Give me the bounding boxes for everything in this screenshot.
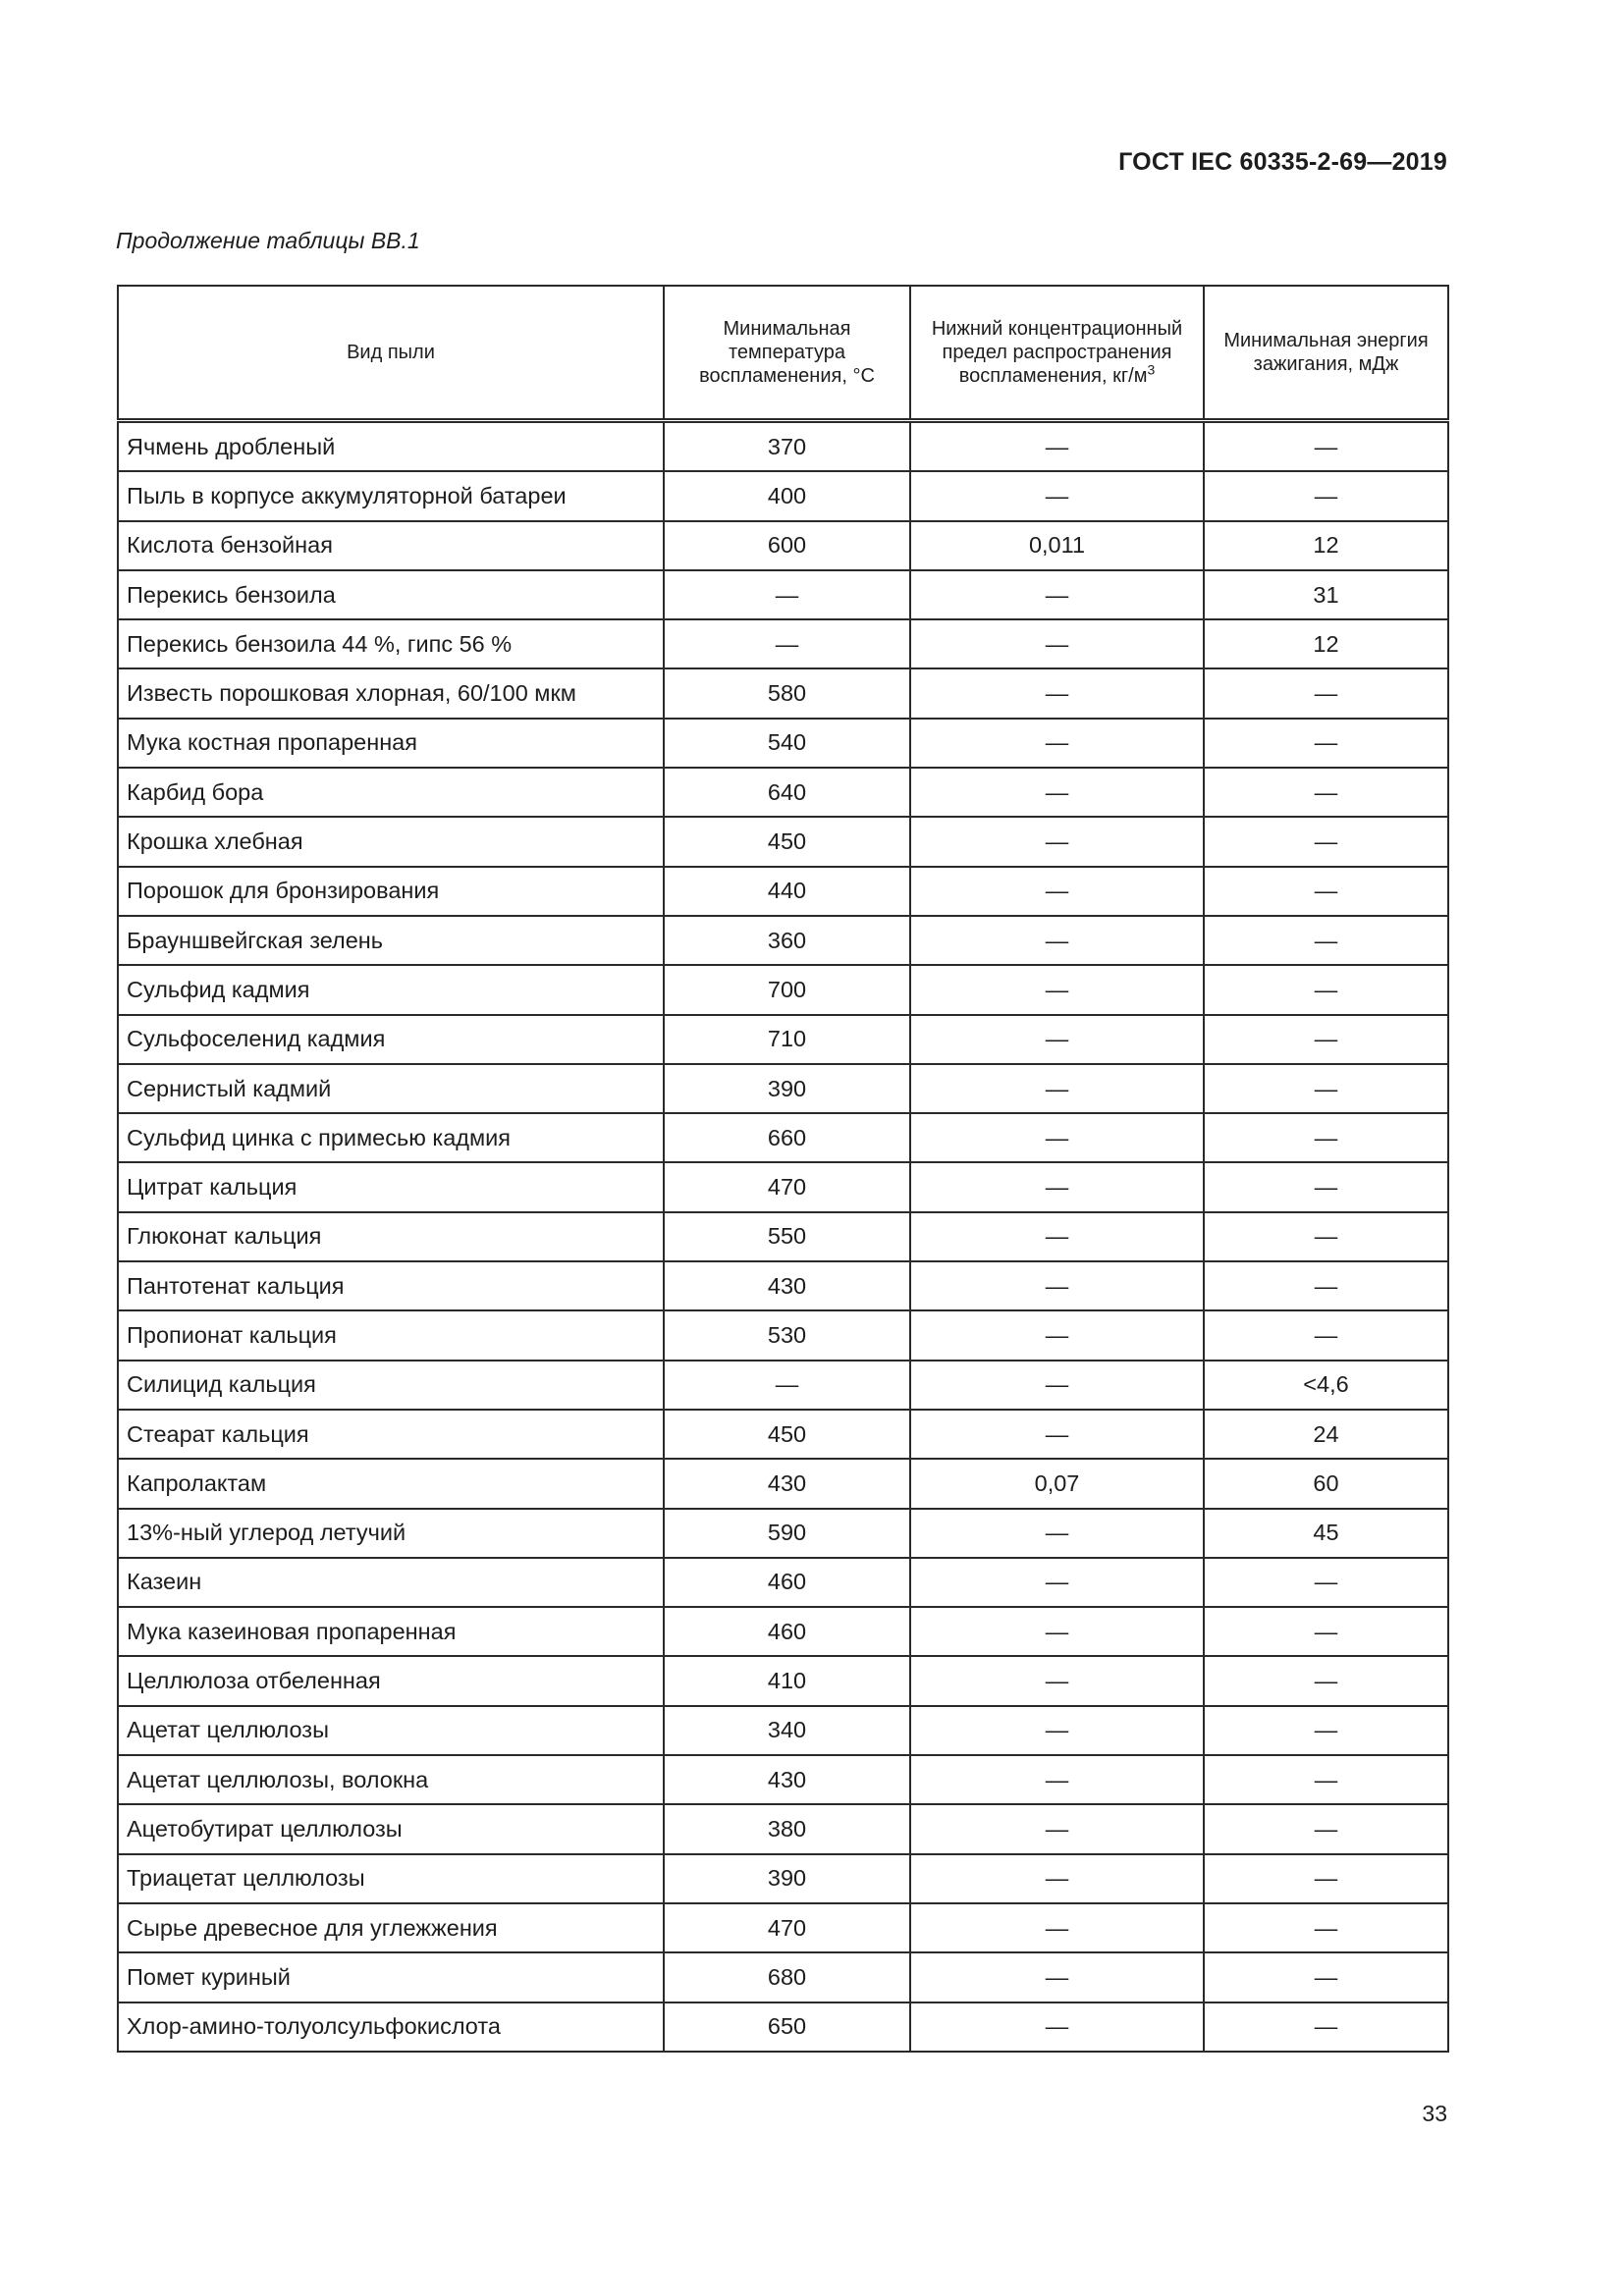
ignition-temperature-cell: 400	[664, 471, 910, 520]
ignition-energy-cell: —	[1204, 1310, 1448, 1360]
explosive-limit-cell: —	[910, 1212, 1204, 1261]
explosive-limit-cell: —	[910, 916, 1204, 965]
table-row	[118, 421, 1448, 472]
ignition-temperature-cell: —	[664, 570, 910, 619]
table-row	[118, 1607, 1448, 1656]
dust-type-cell: Силицид кальция	[118, 1361, 664, 1410]
explosive-limit-cell: —	[910, 719, 1204, 768]
explosive-limit-cell: —	[910, 1903, 1204, 1952]
ignition-temperature-cell: 530	[664, 1310, 910, 1360]
explosive-limit-cell: —	[910, 1509, 1204, 1558]
explosive-limit-cell: —	[910, 1656, 1204, 1705]
dust-type-cell: Капролактам	[118, 1459, 664, 1508]
dust-ignition-table	[117, 285, 1449, 2053]
dust-type-cell: Кислота бензойная	[118, 521, 664, 570]
ignition-temperature-cell: 660	[664, 1113, 910, 1162]
ignition-energy-cell: —	[1204, 1854, 1448, 1903]
ignition-energy-cell: —	[1204, 421, 1448, 472]
column-header-min-ignition-temperature: Минимальная температура воспламенения, °С	[664, 286, 910, 421]
ignition-energy-cell: —	[1204, 1558, 1448, 1607]
ignition-temperature-cell: 600	[664, 521, 910, 570]
table-body	[118, 421, 1448, 2052]
ignition-energy-cell: —	[1204, 471, 1448, 520]
ignition-energy-cell: —	[1204, 1952, 1448, 2002]
dust-type-cell: Сырье древесное для углежжения	[118, 1903, 664, 1952]
ignition-temperature-cell: 700	[664, 965, 910, 1014]
column-header-dust-type: Вид пыли	[118, 286, 664, 421]
table-row	[118, 1509, 1448, 1558]
explosive-limit-cell: —	[910, 1952, 1204, 2002]
document-header: ГОСТ IEC 60335-2-69—2019	[1118, 148, 1447, 176]
ignition-temperature-cell: 440	[664, 867, 910, 916]
ignition-temperature-cell: 410	[664, 1656, 910, 1705]
explosive-limit-cell: —	[910, 570, 1204, 619]
ignition-energy-cell: —	[1204, 1804, 1448, 1853]
ignition-energy-cell: —	[1204, 1261, 1448, 1310]
explosive-limit-cell: —	[910, 1410, 1204, 1459]
explosive-limit-cell: —	[910, 1361, 1204, 1410]
ignition-energy-cell: 12	[1204, 521, 1448, 570]
ignition-energy-cell: —	[1204, 668, 1448, 718]
explosive-limit-cell: —	[910, 471, 1204, 520]
ignition-temperature-cell: 380	[664, 1804, 910, 1853]
table-row	[118, 1361, 1448, 1410]
table-header-row	[118, 286, 1448, 421]
table-row	[118, 965, 1448, 1014]
table-row	[118, 1459, 1448, 1508]
ignition-energy-cell: —	[1204, 867, 1448, 916]
explosive-limit-cell: —	[910, 1261, 1204, 1310]
ignition-energy-cell: <4,6	[1204, 1361, 1448, 1410]
explosive-limit-cell: —	[910, 1755, 1204, 1804]
explosive-limit-cell: —	[910, 1706, 1204, 1755]
explosive-limit-cell: —	[910, 1854, 1204, 1903]
ignition-temperature-cell: 580	[664, 668, 910, 718]
ignition-temperature-cell: 460	[664, 1558, 910, 1607]
dust-type-cell: Ацетат целлюлозы	[118, 1706, 664, 1755]
ignition-temperature-cell: —	[664, 619, 910, 668]
dust-type-cell: Мука казеиновая пропаренная	[118, 1607, 664, 1656]
explosive-limit-cell: —	[910, 668, 1204, 718]
explosive-limit-cell: 0,07	[910, 1459, 1204, 1508]
ignition-energy-cell: 24	[1204, 1410, 1448, 1459]
table-row	[118, 1706, 1448, 1755]
dust-type-cell: Крошка хлебная	[118, 817, 664, 866]
dust-type-cell: Карбид бора	[118, 768, 664, 817]
dust-type-cell: Сульфоселенид кадмия	[118, 1015, 664, 1064]
ignition-temperature-cell: 360	[664, 916, 910, 965]
table-row	[118, 1113, 1448, 1162]
explosive-limit-cell: —	[910, 421, 1204, 472]
ignition-energy-cell: —	[1204, 719, 1448, 768]
table-row	[118, 1162, 1448, 1211]
table-row	[118, 1952, 1448, 2002]
table-row	[118, 1212, 1448, 1261]
column-header-min-ignition-energy: Минимальная энергия зажигания, мДж	[1204, 286, 1448, 421]
table-row	[118, 1903, 1448, 1952]
ignition-temperature-cell: 390	[664, 1064, 910, 1113]
table-row	[118, 668, 1448, 718]
dust-type-cell: Ацетобутират целлюлозы	[118, 1804, 664, 1853]
table-row	[118, 471, 1448, 520]
dust-type-cell: Целлюлоза отбеленная	[118, 1656, 664, 1705]
ignition-temperature-cell: 450	[664, 1410, 910, 1459]
explosive-limit-cell: —	[910, 619, 1204, 668]
dust-type-cell: Порошок для бронзирования	[118, 867, 664, 916]
ignition-temperature-cell: 470	[664, 1162, 910, 1211]
ignition-temperature-cell: —	[664, 1361, 910, 1410]
explosive-limit-cell: —	[910, 1310, 1204, 1360]
dust-type-cell: Цитрат кальция	[118, 1162, 664, 1211]
explosive-limit-cell: —	[910, 1607, 1204, 1656]
ignition-temperature-cell: 470	[664, 1903, 910, 1952]
ignition-temperature-cell: 370	[664, 421, 910, 472]
ignition-energy-cell: —	[1204, 1212, 1448, 1261]
dust-type-cell: Мука костная пропаренная	[118, 719, 664, 768]
dust-type-cell: Помет куриный	[118, 1952, 664, 2002]
table-row	[118, 719, 1448, 768]
explosive-limit-cell: 0,011	[910, 521, 1204, 570]
table-row	[118, 1558, 1448, 1607]
ignition-temperature-cell: 390	[664, 1854, 910, 1903]
table-row	[118, 817, 1448, 866]
ignition-energy-cell: —	[1204, 1113, 1448, 1162]
ignition-energy-cell: —	[1204, 2002, 1448, 2052]
explosive-limit-cell: —	[910, 817, 1204, 866]
ignition-energy-cell: 45	[1204, 1509, 1448, 1558]
table-row	[118, 1015, 1448, 1064]
ignition-temperature-cell: 430	[664, 1755, 910, 1804]
dust-type-cell: Глюконат кальция	[118, 1212, 664, 1261]
dust-type-cell: Сульфид кадмия	[118, 965, 664, 1014]
explosive-limit-cell: —	[910, 867, 1204, 916]
ignition-energy-cell: —	[1204, 965, 1448, 1014]
ignition-temperature-cell: 640	[664, 768, 910, 817]
table-row	[118, 1064, 1448, 1113]
table-row	[118, 1310, 1448, 1360]
unit-superscript: 3	[1147, 361, 1156, 378]
ignition-energy-cell: —	[1204, 1706, 1448, 1755]
ignition-temperature-cell: 450	[664, 817, 910, 866]
dust-type-cell: Брауншвейгская зелень	[118, 916, 664, 965]
dust-type-cell: Казеин	[118, 1558, 664, 1607]
column-header-lower-explosive-limit	[910, 286, 1204, 421]
ignition-temperature-cell: 590	[664, 1509, 910, 1558]
ignition-energy-cell: 31	[1204, 570, 1448, 619]
dust-type-cell: Стеарат кальция	[118, 1410, 664, 1459]
table-row	[118, 521, 1448, 570]
dust-type-cell: Пыль в корпусе аккумуляторной батареи	[118, 471, 664, 520]
ignition-energy-cell: —	[1204, 1015, 1448, 1064]
ignition-temperature-cell: 540	[664, 719, 910, 768]
ignition-energy-cell: —	[1204, 1755, 1448, 1804]
ignition-energy-cell: 60	[1204, 1459, 1448, 1508]
dust-type-cell: Триацетат целлюлозы	[118, 1854, 664, 1903]
ignition-energy-cell: —	[1204, 768, 1448, 817]
ignition-energy-cell: —	[1204, 916, 1448, 965]
ignition-energy-cell: 12	[1204, 619, 1448, 668]
ignition-energy-cell: —	[1204, 817, 1448, 866]
explosive-limit-cell: —	[910, 1064, 1204, 1113]
dust-type-cell: Пропионат кальция	[118, 1310, 664, 1360]
column-header-lower-explosive-limit-text: Нижний концентрационный предел распространения воспламенения, кг/м	[931, 318, 1183, 387]
explosive-limit-cell: —	[910, 2002, 1204, 2052]
ignition-energy-cell: —	[1204, 1656, 1448, 1705]
explosive-limit-cell: —	[910, 1015, 1204, 1064]
ignition-temperature-cell: 430	[664, 1261, 910, 1310]
table-caption: Продолжение таблицы ВВ.1	[116, 228, 420, 253]
dust-type-cell: Перекись бензоила	[118, 570, 664, 619]
ignition-energy-cell: —	[1204, 1607, 1448, 1656]
table-row	[118, 1261, 1448, 1310]
ignition-energy-cell: —	[1204, 1903, 1448, 1952]
dust-type-cell: Пантотенат кальция	[118, 1261, 664, 1310]
ignition-temperature-cell: 430	[664, 1459, 910, 1508]
ignition-energy-cell: —	[1204, 1064, 1448, 1113]
ignition-energy-cell: —	[1204, 1162, 1448, 1211]
table-row	[118, 1656, 1448, 1705]
ignition-temperature-cell: 710	[664, 1015, 910, 1064]
ignition-temperature-cell: 460	[664, 1607, 910, 1656]
explosive-limit-cell: —	[910, 1113, 1204, 1162]
table-row	[118, 867, 1448, 916]
explosive-limit-cell: —	[910, 1558, 1204, 1607]
table-row	[118, 1410, 1448, 1459]
dust-type-cell: Ячмень дробленый	[118, 421, 664, 472]
dust-type-cell: Сульфид цинка с примесью кадмия	[118, 1113, 664, 1162]
dust-type-cell: Хлор-амино-толуолсульфокислота	[118, 2002, 664, 2052]
table-row	[118, 619, 1448, 668]
ignition-temperature-cell: 680	[664, 1952, 910, 2002]
table-row	[118, 1804, 1448, 1853]
explosive-limit-cell: —	[910, 1804, 1204, 1853]
table-row	[118, 570, 1448, 619]
table-row	[118, 768, 1448, 817]
dust-type-cell: 13%-ный углерод летучий	[118, 1509, 664, 1558]
dust-type-cell: Сернистый кадмий	[118, 1064, 664, 1113]
explosive-limit-cell: —	[910, 1162, 1204, 1211]
explosive-limit-cell: —	[910, 965, 1204, 1014]
dust-type-cell: Известь порошковая хлорная, 60/100 мкм	[118, 668, 664, 718]
table-row	[118, 1854, 1448, 1903]
table-row	[118, 2002, 1448, 2052]
dust-type-cell: Ацетат целлюлозы, волокна	[118, 1755, 664, 1804]
table-row	[118, 1755, 1448, 1804]
ignition-temperature-cell: 340	[664, 1706, 910, 1755]
explosive-limit-cell: —	[910, 768, 1204, 817]
ignition-temperature-cell: 650	[664, 2002, 910, 2052]
ignition-temperature-cell: 550	[664, 1212, 910, 1261]
dust-type-cell: Перекись бензоила 44 %, гипс 56 %	[118, 619, 664, 668]
page-number: 33	[1422, 2101, 1447, 2126]
table-row	[118, 916, 1448, 965]
